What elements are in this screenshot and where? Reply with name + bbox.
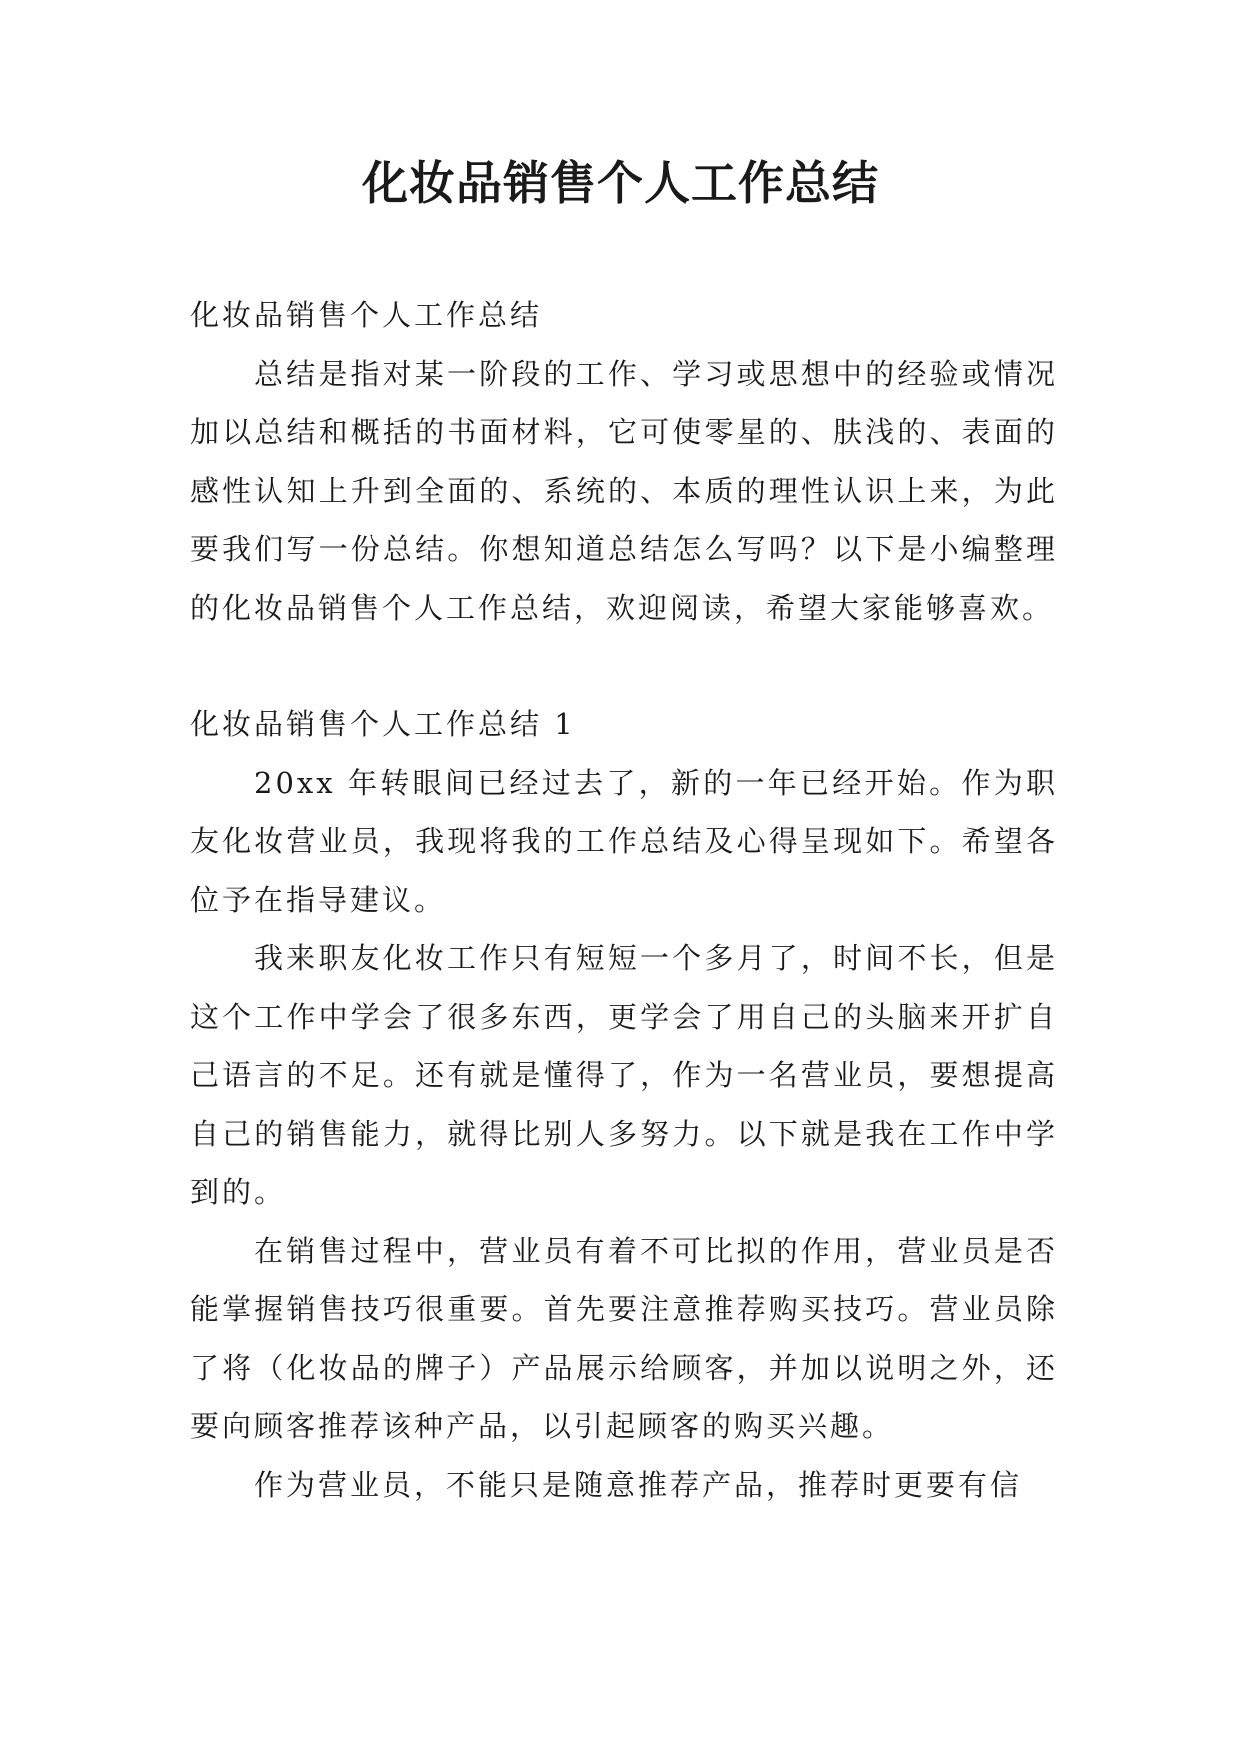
body-paragraph: 在销售过程中，营业员有着不可比拟的作用，营业员是否能掌握销售技巧很重要。首先要注意推荐购买技巧。营业员除了将（化妆品的牌子）产品展示给顾客，并加以说明之外，还要向顾客推荐该种产品，以引起顾客的购买兴趣。 xyxy=(190,1233,1058,1443)
body-paragraph: 作为营业员，不能只是随意推荐产品，推荐时更要有信 xyxy=(254,1467,1023,1502)
document-title: 化妆品销售个人工作总结 xyxy=(362,156,879,210)
section-heading: 化妆品销售个人工作总结 1 xyxy=(190,707,576,741)
body-paragraph: 20xx 年转眼间已经过去了，新的一年已经开始。作为职友化妆营业员，我现将我的工作总结及心得呈现如下。希望各位予在指导建议。 xyxy=(190,765,1058,917)
intro-paragraph: 总结是指对某一阶段的工作、学习或思想中的经验或情况加以总结和概括的书面材料，它可使零星的、肤浅的、表面的感性认知上升到全面的、系统的、本质的理性认识上来，为此要我们写一份总结。你想知道总结怎么写吗？以下是小编整理的化妆品销售个人工作总结，欢迎阅读，希望大家能够喜欢。 xyxy=(190,356,1058,625)
document-body xyxy=(190,286,1058,1514)
body-paragraph: 我来职友化妆工作只有短短一个多月了，时间不长，但是这个工作中学会了很多东西，更学会了用自己的头脑来开扩自己语言的不足。还有就是懂得了，作为一名营业员，要想提高自己的销售能力，就得比别人多努力。以下就是我在工作中学到的。 xyxy=(190,941,1058,1209)
section-spacer xyxy=(190,637,1058,695)
document-subtitle: 化妆品销售个人工作总结 xyxy=(190,298,543,332)
